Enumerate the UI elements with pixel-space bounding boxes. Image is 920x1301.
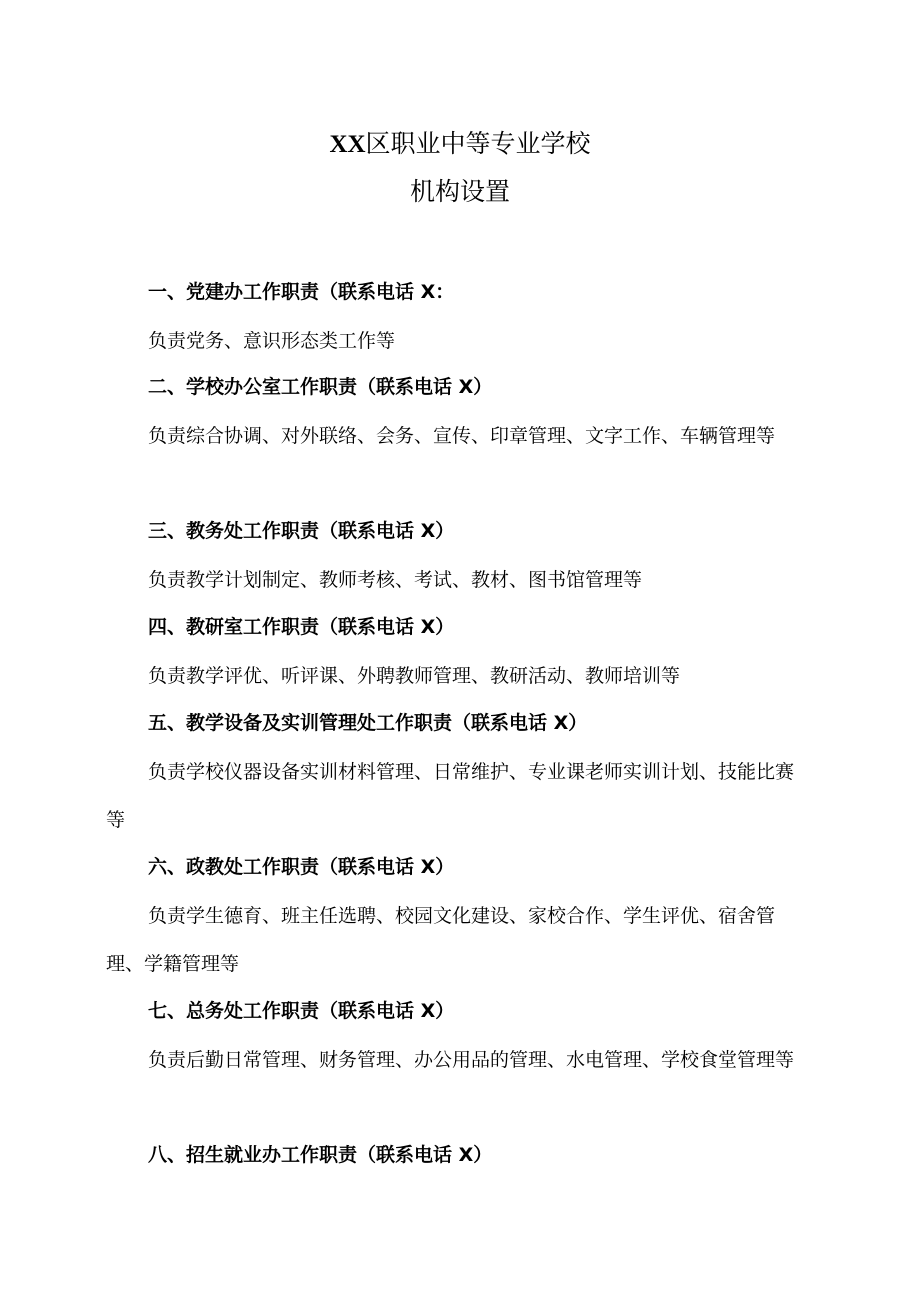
title-prefix: XX bbox=[329, 131, 366, 158]
section-party-office bbox=[106, 279, 806, 365]
section-heading: 四、教研室工作职责（联系电话 X） bbox=[148, 616, 455, 638]
section-description: 负责党务、意识形态类工作等 bbox=[148, 330, 396, 352]
section-description: 负责教学评优、听评课、外聘教师管理、教研活动、教师培训等 bbox=[148, 665, 681, 687]
section-admissions-employment bbox=[106, 1142, 806, 1168]
section-heading: 七、总务处工作职责（联系电话 X） bbox=[148, 1000, 455, 1022]
section-heading: 一、党建办工作职责（联系电话 X： bbox=[148, 281, 455, 303]
section-general-affairs bbox=[106, 998, 806, 1084]
section-description: 负责学校仪器设备实训材料管理、日常维护、专业课老师实训计划、技能比赛等 bbox=[106, 761, 795, 831]
page-title bbox=[0, 128, 920, 161]
section-teaching-research bbox=[106, 614, 806, 700]
page-subtitle: 机构设置 bbox=[409, 177, 510, 206]
section-school-office bbox=[106, 374, 806, 460]
section-heading: 三、教务处工作职责（联系电话 X） bbox=[148, 520, 455, 542]
section-description: 负责学生德育、班主任选聘、校园文化建设、家校合作、学生评优、宿舍管理、学籍管理等 bbox=[106, 905, 776, 975]
section-description: 负责教学计划制定、教师考核、考试、教材、图书馆管理等 bbox=[148, 569, 643, 591]
section-heading: 八、招生就业办工作职责（联系电话 X） bbox=[148, 1144, 493, 1166]
title-text: 区职业中等专业学校 bbox=[365, 129, 591, 158]
section-description: 负责综合协调、对外联络、会务、宣传、印章管理、文字工作、车辆管理等 bbox=[148, 425, 776, 447]
section-heading: 六、政教处工作职责（联系电话 X） bbox=[148, 856, 455, 878]
section-academic-affairs bbox=[106, 518, 806, 604]
section-description: 负责后勤日常管理、财务管理、办公用品的管理、水电管理、学校食堂管理等 bbox=[148, 1049, 795, 1071]
section-heading: 二、学校办公室工作职责（联系电话 X） bbox=[148, 376, 493, 398]
section-equipment-training bbox=[106, 710, 806, 844]
section-student-affairs bbox=[106, 854, 806, 988]
section-heading: 五、教学设备及实训管理处工作职责（联系电话 X） bbox=[148, 712, 588, 734]
